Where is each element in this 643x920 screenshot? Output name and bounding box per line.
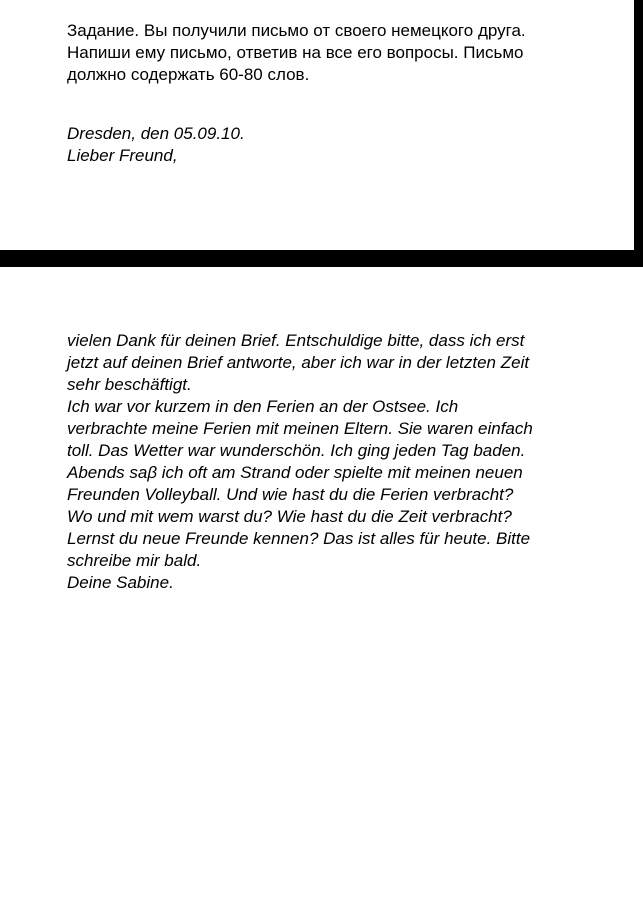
- task-line: Напиши ему письмо, ответив на все его вопросы. Письмо: [67, 43, 524, 62]
- letter-line: jetzt auf deinen Brief antworte, aber ich war in der letzten Zeit: [67, 353, 530, 372]
- letter-line: Abends saβ ich oft am Strand oder spielte mit meinen neuen: [67, 463, 523, 482]
- letter-line: vielen Dank für deinen Brief. Entschuldige bitte, dass ich erst: [67, 331, 525, 350]
- letter-place-date: Dresden, den 05.09.10.: [67, 124, 245, 143]
- letter-header: [67, 123, 245, 167]
- letter-line: Ich war vor kurzem in den Ferien an der Ostsee. Ich: [67, 397, 459, 416]
- task-line: должно содержать 60-80 слов.: [67, 65, 310, 84]
- letter-line: sehr beschäftigt.: [67, 375, 192, 394]
- letter-greeting: Lieber Freund,: [67, 146, 178, 165]
- letter-line: verbrachte meine Ferien mit meinen Eltern. Sie waren einfach: [67, 419, 533, 438]
- letter-line: schreibe mir bald.: [67, 551, 202, 570]
- letter-line: toll. Das Wetter war wunderschön. Ich ging jeden Tag baden.: [67, 441, 526, 460]
- document-page-bottom: [0, 267, 643, 920]
- letter-signature: Deine Sabine.: [67, 573, 174, 592]
- letter-line: Freunden Volleyball. Und wie hast du die Ferien verbracht?: [67, 485, 514, 504]
- task-instructions: [67, 20, 627, 86]
- document-page-top: [0, 0, 634, 250]
- letter-body: [67, 330, 637, 594]
- task-line: Задание. Вы получили письмо от своего немецкого друга.: [67, 21, 526, 40]
- letter-line: Wo und mit wem warst du? Wie hast du die Zeit verbracht?: [67, 507, 512, 526]
- letter-line: Lernst du neue Freunde kennen? Das ist alles für heute. Bitte: [67, 529, 531, 548]
